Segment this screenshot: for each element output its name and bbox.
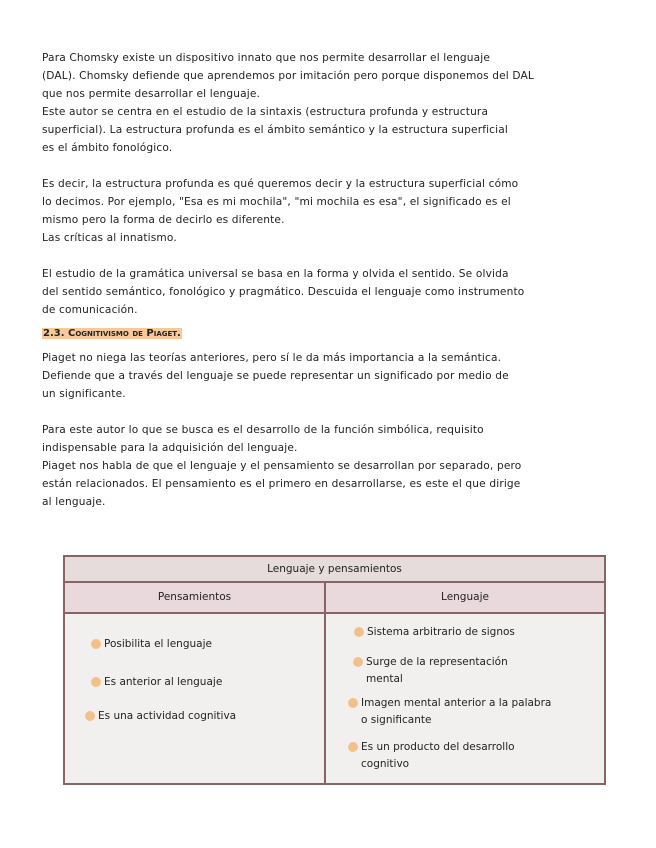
- paragraph-es-decir: [42, 175, 612, 247]
- text-line: indispensable para la adquisición del lenguaje.: [42, 442, 298, 454]
- list-item: [85, 708, 236, 725]
- bullet-icon: [348, 742, 358, 752]
- heading-text: 2.3. Cognitivismo de Piaget.: [43, 328, 181, 339]
- bullet-icon: [354, 627, 364, 637]
- bullet-icon: [348, 698, 358, 708]
- item-text: Es una actividad cognitiva: [98, 710, 237, 722]
- item-text: o significante: [361, 714, 432, 726]
- list-item: [91, 674, 222, 691]
- paragraph-funcion-simbolica: [42, 421, 612, 511]
- section-heading: [42, 325, 612, 343]
- item-text: Posibilita el lenguaje: [104, 638, 212, 650]
- text-line: Es decir, la estructura profunda es qué queremos decir y la estructura superficial cómo: [42, 178, 519, 190]
- bullet-icon: [91, 677, 101, 687]
- text-line: es el ámbito fonológico.: [42, 142, 173, 154]
- item-text: Imagen mental anterior a la palabra: [361, 697, 552, 709]
- paragraph-gramatica: [42, 265, 612, 319]
- document-body: [42, 49, 612, 511]
- item-text: Surge de la representación: [366, 656, 508, 668]
- item-text: cognitivo: [361, 758, 410, 770]
- text-line: al lenguaje.: [42, 496, 106, 508]
- text-line: Defiende que a través del lenguaje se puede representar un significado por medio de: [42, 370, 509, 382]
- item-text: Sistema arbitrario de signos: [367, 626, 515, 638]
- text-line: que nos permite desarrollar el lenguaje.: [42, 88, 261, 100]
- bullet-icon: [91, 639, 101, 649]
- paragraph-piaget: [42, 349, 612, 403]
- text-line: superficial). La estructura profunda es el ámbito semántico y la estructura superficial: [42, 124, 508, 136]
- pensamientos-cell: [65, 614, 326, 785]
- text-line: mismo pero la forma de decirlo es diferente.: [42, 214, 285, 226]
- item-text: Es un producto del desarrollo: [361, 741, 515, 753]
- list-item: [353, 654, 508, 688]
- text-line: de comunicación.: [42, 304, 138, 316]
- item-text: mental: [366, 673, 403, 685]
- text-line: un significante.: [42, 388, 126, 400]
- text-line: Este autor se centra en el estudio de la sintaxis (estructura profunda y estructura: [42, 106, 489, 118]
- table-body: [65, 614, 604, 785]
- comparison-table: [63, 555, 606, 785]
- column-header-pensamientos: Pensamientos: [65, 583, 326, 612]
- text-line: Para este autor lo que se busca es el desarrollo de la función simbólica, requisito: [42, 424, 484, 436]
- bullet-icon: [353, 657, 363, 667]
- text-line: lo decimos. Por ejemplo, "Esa es mi mochila", "mi mochila es esa", el significado es el: [42, 196, 511, 208]
- text-line: Para Chomsky existe un dispositivo innato que nos permite desarrollar el lenguaje: [42, 52, 491, 64]
- table-title: Lenguaje y pensamientos: [65, 557, 604, 583]
- text-line: El estudio de la gramática universal se basa en la forma y olvida el sentido. Se olvida: [42, 268, 509, 280]
- lenguaje-cell: [326, 614, 604, 785]
- list-item: [348, 739, 515, 773]
- text-line: Las críticas al innatismo.: [42, 232, 177, 244]
- text-line: Piaget nos habla de que el lenguaje y el pensamiento se desarrollan por separado, pero: [42, 460, 522, 472]
- paragraph-chomsky: [42, 49, 612, 157]
- list-item: [354, 624, 515, 641]
- text-line: del sentido semántico, fonológico y pragmático. Descuida el lenguaje como instrumento: [42, 286, 525, 298]
- text-line: Piaget no niega las teorías anteriores, pero sí le da más importancia a la semántica.: [42, 352, 502, 364]
- bullet-icon: [85, 711, 95, 721]
- text-line: están relacionados. El pensamiento es el primero en desarrollarse, es este el que dirige: [42, 478, 521, 490]
- list-item: [348, 695, 551, 729]
- table-header-row: [65, 583, 604, 614]
- item-text: Es anterior al lenguaje: [104, 676, 223, 688]
- list-item: [91, 636, 212, 653]
- text-line: (DAL). Chomsky defiende que aprendemos por imitación pero porque disponemos del DAL: [42, 70, 534, 82]
- column-header-lenguaje: Lenguaje: [441, 591, 489, 603]
